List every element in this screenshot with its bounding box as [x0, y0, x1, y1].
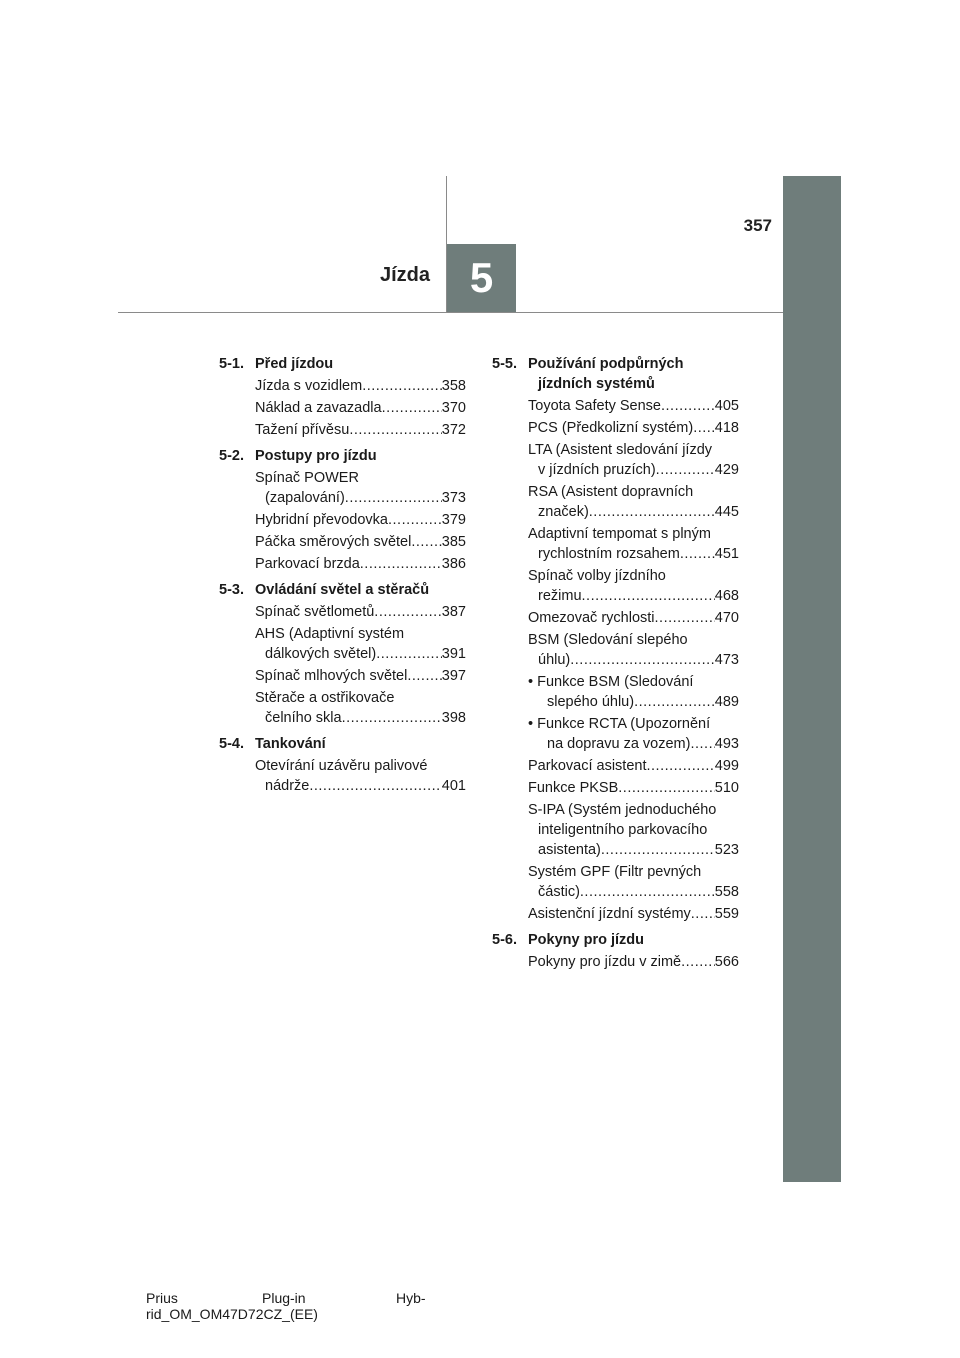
toc-entry[interactable]	[255, 376, 466, 396]
section-title	[255, 446, 466, 466]
toc-entry-line	[528, 840, 739, 860]
toc-entry-line	[528, 418, 739, 438]
toc-page-number: 398	[441, 710, 466, 726]
toc-entry-line: RSA (Asistent dopravních	[528, 484, 694, 500]
chapter-side-tab	[783, 176, 841, 1182]
toc-entry[interactable]	[528, 524, 739, 564]
toc-entry-text: (zapalování)	[265, 490, 345, 506]
toc-entry[interactable]	[528, 756, 739, 776]
section-title	[255, 580, 466, 600]
toc-entry[interactable]	[255, 510, 466, 530]
section-number: 5-2.	[219, 448, 244, 464]
toc-entry-text: Jízda s vozidlem	[255, 378, 363, 394]
toc-entry-line	[255, 488, 466, 508]
dot-leader	[601, 840, 715, 860]
toc-entry[interactable]	[528, 952, 739, 972]
dot-leader	[646, 756, 714, 776]
section-title-line: Ovládání světel a stěračů	[255, 582, 430, 598]
toc-section-heading[interactable]	[219, 734, 466, 754]
toc-page-number: 445	[714, 504, 739, 520]
toc-entry-line	[255, 376, 466, 396]
chapter-number: 5	[469, 254, 494, 301]
toc-entry-line: Stěrače a ostřikovače	[255, 690, 395, 706]
toc-entry[interactable]	[528, 630, 739, 670]
dot-leader	[680, 544, 715, 564]
footer-type: Hyb-	[396, 1290, 426, 1306]
toc-page-number: 451	[714, 546, 739, 562]
toc-entry[interactable]	[255, 756, 466, 796]
section-title-line: jízdních systémů	[538, 376, 655, 392]
toc-entry-text: slepého úhlu)	[547, 694, 635, 710]
toc-page-number: 401	[441, 778, 466, 794]
dot-leader	[345, 488, 442, 508]
toc-page-number: 470	[714, 610, 739, 626]
toc-page-number: 370	[441, 400, 466, 416]
toc-entry-line	[528, 904, 739, 924]
toc-page-number: 372	[441, 422, 466, 438]
toc-page-number: 358	[441, 378, 466, 394]
toc-entry-text: Hybridní převodovka	[255, 512, 388, 528]
toc-entry-line	[528, 608, 739, 628]
toc-entry-line	[528, 692, 739, 712]
toc-entry-line: Otevírání uzávěru palivové	[255, 758, 428, 774]
footer-doc-code: rid_OM_OM47D72CZ_(EE)	[146, 1306, 318, 1322]
toc-entry[interactable]	[528, 714, 739, 754]
toc-column-right	[492, 354, 739, 972]
toc-page-number: 418	[714, 420, 739, 436]
toc-section-heading[interactable]	[492, 930, 739, 950]
dot-leader	[691, 904, 715, 924]
toc-page-number: 559	[714, 906, 739, 922]
dot-leader	[362, 376, 442, 396]
toc-entry-text: Omezovač rychlosti	[528, 610, 655, 626]
dot-leader	[349, 420, 441, 440]
toc-entry-line	[255, 398, 466, 418]
toc-entry-line: S-IPA (Systém jednoduchého	[528, 802, 717, 818]
toc-entry[interactable]	[528, 672, 739, 712]
toc-entry[interactable]	[528, 566, 739, 606]
toc-entry-text: Asistenční jízdní systémy	[528, 906, 691, 922]
toc-entry-line: Spínač POWER	[255, 470, 359, 486]
toc-entry-text: částic)	[538, 884, 580, 900]
section-number: 5-1.	[219, 356, 244, 372]
toc-entry-line: • Funkce BSM (Sledování	[528, 674, 694, 690]
dot-leader	[661, 396, 715, 416]
dot-leader	[382, 398, 442, 418]
toc-entry-text: značek)	[538, 504, 589, 520]
toc-entry-text: nádrže	[265, 778, 310, 794]
toc-entry[interactable]	[528, 778, 739, 798]
toc-page-number: 468	[714, 588, 739, 604]
toc-page-number: 385	[441, 534, 466, 550]
dot-leader	[360, 554, 442, 574]
toc-entry-text: Náklad a zavazadla	[255, 400, 382, 416]
toc-page-number: 373	[441, 490, 466, 506]
toc-entry[interactable]	[255, 624, 466, 664]
toc-entry-text: v jízdních pruzích)	[538, 462, 656, 478]
toc-entry[interactable]	[528, 862, 739, 902]
dot-leader	[309, 776, 441, 796]
toc-entry[interactable]	[255, 602, 466, 622]
dot-leader	[407, 666, 441, 686]
toc-page-number: 405	[714, 398, 739, 414]
toc-entry[interactable]	[528, 440, 739, 480]
toc-entry-line: inteligentního parkovacího	[538, 822, 708, 838]
dot-leader	[582, 586, 715, 606]
dot-leader	[634, 692, 715, 712]
toc-entry-line: Systém GPF (Filtr pevných	[528, 864, 702, 880]
toc-entry[interactable]	[255, 420, 466, 440]
section-title-line: Používání podpůrných	[528, 356, 684, 372]
toc-entry-text: Spínač mlhových světel	[255, 668, 408, 684]
section-title-line: Před jízdou	[255, 356, 334, 372]
dot-leader	[580, 882, 715, 902]
toc-entry-line	[528, 460, 739, 480]
section-title	[528, 354, 739, 394]
toc-entry[interactable]	[528, 482, 739, 522]
toc-entry-line: • Funkce RCTA (Upozornění	[528, 716, 711, 732]
toc-entry-line: Adaptivní tempomat s plným	[528, 526, 711, 542]
dot-leader	[693, 418, 715, 438]
toc-entry-line	[528, 544, 739, 564]
toc-page-number: 493	[714, 736, 739, 752]
dot-leader	[374, 602, 442, 622]
toc-entry-line	[255, 666, 466, 686]
toc-entry[interactable]	[528, 800, 739, 860]
dot-leader	[690, 734, 714, 754]
footer-model: Prius	[146, 1290, 178, 1306]
toc-entry-line	[255, 708, 466, 728]
dot-leader	[618, 778, 715, 798]
toc-page-number: 386	[441, 556, 466, 572]
toc-entry-text: úhlu)	[538, 652, 571, 668]
toc-page-number: 558	[714, 884, 739, 900]
toc-entry-line	[528, 882, 739, 902]
toc-entry-line	[528, 756, 739, 776]
toc-entry[interactable]	[255, 468, 466, 508]
toc-page-number: 429	[714, 462, 739, 478]
toc-section-heading[interactable]	[219, 446, 466, 466]
toc-entry[interactable]	[528, 396, 739, 416]
toc-entry-text: PCS (Předkolizní systém)	[528, 420, 694, 436]
toc-page-number: 523	[714, 842, 739, 858]
toc-entry[interactable]	[255, 554, 466, 574]
toc-entry[interactable]	[528, 418, 739, 438]
toc-entry-text: Parkovací asistent	[528, 758, 647, 774]
toc-entry-line: BSM (Sledování slepého	[528, 632, 688, 648]
toc-entry[interactable]	[255, 688, 466, 728]
toc-entry-line	[528, 778, 739, 798]
dot-leader	[411, 532, 441, 552]
toc-column-left	[219, 354, 466, 796]
toc-entry-text: Funkce PKSB	[528, 780, 619, 796]
toc-entry[interactable]	[255, 666, 466, 686]
chapter-title: Jízda	[379, 264, 430, 286]
toc-entry-line	[255, 532, 466, 552]
toc-entry[interactable]	[255, 398, 466, 418]
toc-section-heading[interactable]	[219, 354, 466, 374]
toc-entry-line: LTA (Asistent sledování jízdy	[528, 442, 713, 458]
header-horizontal-rule	[118, 312, 783, 313]
toc-entry-text: Toyota Safety Sense	[528, 398, 661, 414]
section-title-line: Pokyny pro jízdu	[528, 932, 645, 948]
toc-page-number: 489	[714, 694, 739, 710]
toc-page-number: 397	[441, 668, 466, 684]
toc-entry-line	[255, 644, 466, 664]
toc-entry[interactable]	[528, 904, 739, 924]
toc-entry-text: Parkovací brzda	[255, 556, 360, 572]
toc-page-number: 379	[441, 512, 466, 528]
section-number: 5-3.	[219, 582, 244, 598]
toc-entry-line	[528, 650, 739, 670]
dot-leader	[570, 650, 715, 670]
dot-leader	[388, 510, 442, 530]
toc-entry-line	[528, 502, 739, 522]
dot-leader	[655, 608, 715, 628]
toc-entry-line	[528, 952, 739, 972]
toc-page-number: 387	[441, 604, 466, 620]
page-number: 357	[743, 216, 772, 235]
toc-entry-text: dálkových světel)	[265, 646, 377, 662]
section-number: 5-6.	[492, 932, 517, 948]
toc-entry-line	[255, 420, 466, 440]
section-number: 5-4.	[219, 736, 244, 752]
toc-page-number: 566	[714, 954, 739, 970]
toc-section-heading[interactable]	[492, 354, 739, 394]
dot-leader	[376, 644, 442, 664]
dot-leader	[681, 952, 715, 972]
toc-entry-line: AHS (Adaptivní systém	[255, 626, 405, 642]
toc-entry-line	[528, 586, 739, 606]
chapter-number-badge	[447, 244, 516, 312]
section-title-line: Postupy pro jízdu	[255, 448, 377, 464]
toc-entry-text: Pokyny pro jízdu v zimě	[528, 954, 682, 970]
toc-entry-line	[255, 602, 466, 622]
toc-page-number: 499	[714, 758, 739, 774]
dot-leader	[656, 460, 715, 480]
toc-entry[interactable]	[528, 608, 739, 628]
footer	[146, 1290, 426, 1322]
section-title-line: Tankování	[255, 736, 326, 752]
toc-entry-text: Tažení přívěsu	[255, 422, 350, 438]
toc-entry-line	[255, 554, 466, 574]
toc-entry-text: asistenta)	[538, 842, 601, 858]
toc-entry-text: čelního skla	[265, 710, 342, 726]
toc-entry-line: Spínač volby jízdního	[528, 568, 666, 584]
toc-entry-line	[255, 776, 466, 796]
section-title	[528, 930, 739, 950]
toc-page-number: 510	[714, 780, 739, 796]
footer-variant: Plug-in	[262, 1290, 306, 1306]
toc-entry[interactable]	[255, 532, 466, 552]
section-number: 5-5.	[492, 356, 517, 372]
toc-entry-text: Spínač světlometů	[255, 604, 375, 620]
section-title	[255, 354, 466, 374]
toc-entry-line	[528, 734, 739, 754]
toc-entry-text: rychlostním rozsahem	[538, 546, 680, 562]
toc-entry-line	[528, 396, 739, 416]
toc-page-number: 473	[714, 652, 739, 668]
toc-entry-line	[255, 510, 466, 530]
toc-entry-text: režimu	[538, 588, 582, 604]
dot-leader	[342, 708, 442, 728]
toc-section-heading[interactable]	[219, 580, 466, 600]
section-title	[255, 734, 466, 754]
toc-entry-text: Páčka směrových světel	[255, 534, 412, 550]
toc-page-number: 391	[441, 646, 466, 662]
toc-entry-text: na dopravu za vozem)	[547, 736, 691, 752]
dot-leader	[589, 502, 715, 522]
